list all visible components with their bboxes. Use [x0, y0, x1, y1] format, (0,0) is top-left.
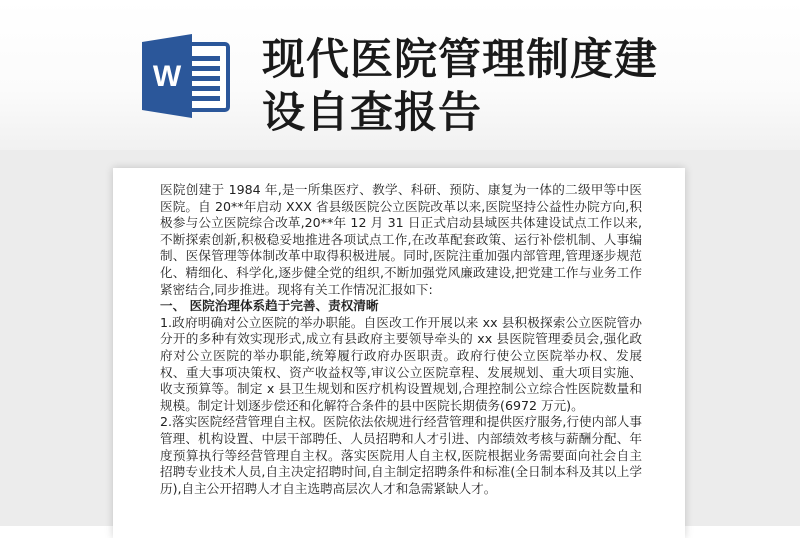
section-heading: 一、 医院治理体系趋于完善、责权清晰 — [160, 298, 379, 314]
page-title: 现代医院管理制度建设自查报告 — [262, 35, 658, 138]
document-body — [160, 182, 642, 497]
word-icon — [140, 34, 232, 118]
paragraph-item-2: 2.落实医院经营管理自主权。医院依法依规进行经营管理和提供医疗服务,行使内部人事管理、机构设置、中层干部聘任、人员招聘和人才引进、内部绩效考核与薪酬分配、年度预算执行等经营管理自主权。落实医院用人自主权,医院根据业务需要面向社会自主招聘专业技术人员,自主决定招聘时间,自主制定招聘条件和标准(全日制本科及其以上学历),自主公开招聘人才自主选聘高层次人才和急需紧缺人才。 — [160, 414, 642, 496]
paragraph-intro: 医院创建于 1984 年,是一所集医疗、教学、科研、预防、康复为一体的二级甲等中医医院。自 20**年启动 XXX 省县级医院公立医院改革以来,医院坚持公益性办院方向,积极参与公立医院综合改革,20**年 12 月 31 日正式启动县域医共体建设试点工作以来,不断探索创新,积极稳妥地推进各项试点工作,在改革配套政策、运行补偿机制、人事编制、医保管理等体制改革中取得积极进展。同时,医院注重加强内部管理,管理逐步规范化、精细化、科学化,逐步健全党的组织,不断加强党风廉政建设,把党建工作与业务工作紧密结合,同步推进。现将有关工作情况汇报如下: — [160, 182, 642, 297]
word-icon-letter: W — [152, 60, 182, 93]
paragraph-item-1: 1.政府明确对公立医院的举办职能。自医改工作开展以来 xx 县积极探索公立医院管办分开的多种有效实现形式,成立有县政府主要领导牵头的 xx 县医院管理委员会,强化政府对公立医院的举办职能,统筹履行政府办医职责。政府行使公立医院举办权、发展权、重大事项决策权、资产收益权等,审议公立医院章程、发展规划、重大项目实施、收支预算等。制定 x 县卫生规划和医疗机构设置规划,合理控制公立综合性医院数量和规模。制定计划逐步偿还和化解符合条件的县中医院长期债务(6972 万元)。 — [160, 314, 642, 413]
